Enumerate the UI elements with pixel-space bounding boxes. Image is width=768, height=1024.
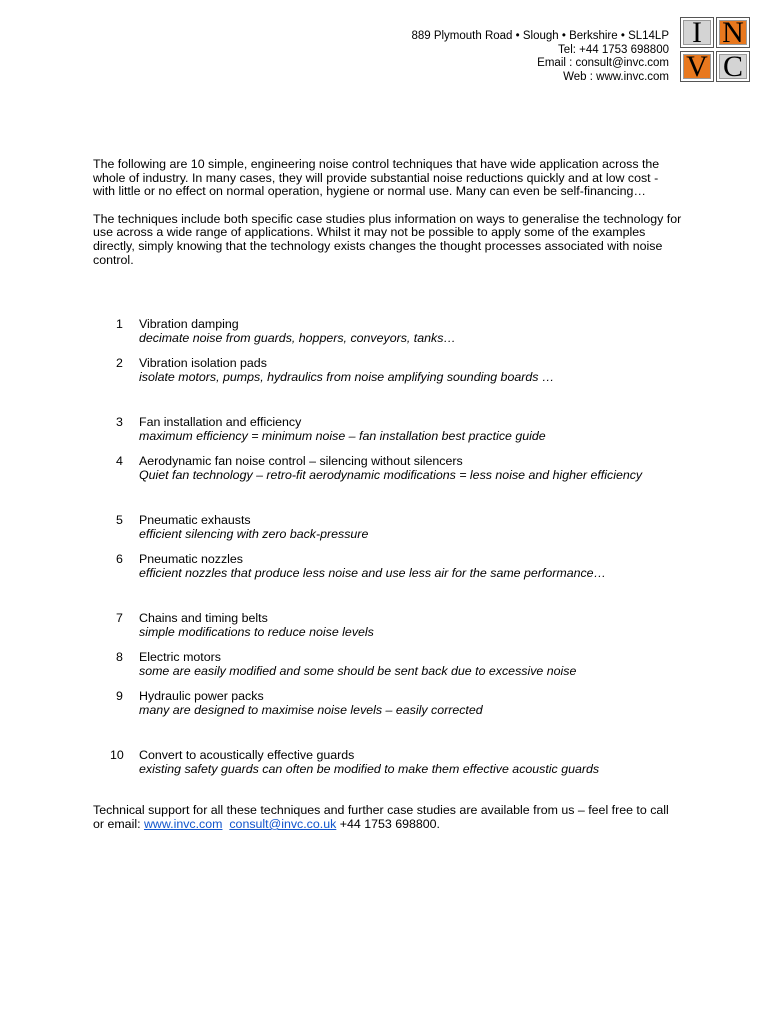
intro-paragraph-1: The following are 10 simple, engineering noise control techniques that have wide application across the whole of industry. In many cases, they will provide substantial noise reductions quickly and at low cost - with little or no effect on normal operation, hygiene or normal use. Many can even be self-financing…	[93, 157, 660, 199]
item-number: 4	[116, 454, 123, 468]
item-description: efficient silencing with zero back-pressure	[139, 527, 369, 541]
intro-section	[93, 158, 683, 281]
email-link[interactable]: consult@invc.co.uk	[229, 817, 337, 831]
item-title: Aerodynamic fan noise control – silencing without silencers	[139, 454, 463, 468]
item-description: existing safety guards can often be modified to make them effective acoustic guards	[139, 762, 600, 776]
logo-letter-c: C	[716, 51, 750, 82]
footer-text: Technical support for all these techniques and further case studies are available from us – feel free to call or email:	[93, 803, 669, 831]
item-title: Convert to acoustically effective guards	[139, 748, 355, 762]
item-description: decimate noise from guards, hoppers, conveyors, tanks…	[139, 331, 456, 345]
item-title: Chains and timing belts	[139, 611, 268, 625]
item-title: Electric motors	[139, 650, 221, 664]
item-description: efficient nozzles that produce less noise and use less air for the same performance…	[139, 566, 606, 580]
item-description: Quiet fan technology – retro-fit aerodynamic modifications = less noise and higher efficiency	[139, 468, 643, 482]
item-number: 9	[116, 689, 123, 703]
logo-letter-n: N	[716, 17, 750, 48]
email-line: Email : consult@invc.com	[537, 57, 669, 69]
logo-letter-v: V	[680, 51, 714, 82]
web-line: Web : www.invc.com	[563, 70, 669, 83]
invc-logo	[680, 17, 750, 81]
item-number: 2	[116, 356, 123, 370]
intro-paragraph-2: The techniques include both specific case studies plus information on ways to generalise the technology for use across a wide range of applications. Whilst it may not be possible to apply some of the examples directly, simply knowing that the technology exists changes the thought processes associated with noise control.	[93, 211, 682, 267]
company-address-block	[411, 30, 669, 84]
address-line: 889 Plymouth Road • Slough • Berkshire • SL14LP	[411, 30, 669, 42]
item-title: Pneumatic exhausts	[139, 513, 251, 527]
item-description: many are designed to maximise noise levels – easily corrected	[139, 703, 483, 717]
item-description: maximum efficiency = minimum noise – fan installation best practice guide	[139, 429, 546, 443]
telephone-line: Tel: +44 1753 698800	[558, 43, 669, 56]
item-number: 5	[116, 513, 123, 527]
item-title: Vibration isolation pads	[139, 356, 267, 370]
item-number: 1	[116, 317, 123, 331]
item-title: Vibration damping	[139, 317, 239, 331]
item-number: 6	[116, 552, 123, 566]
phone-number: +44 1753 698800.	[336, 817, 440, 831]
item-number: 8	[116, 650, 123, 664]
item-description: simple modifications to reduce noise levels	[139, 625, 374, 639]
item-title: Pneumatic nozzles	[139, 552, 243, 566]
support-footer	[93, 803, 683, 831]
item-number: 3	[116, 415, 123, 429]
item-number: 10	[110, 748, 124, 762]
item-number: 7	[116, 611, 123, 625]
item-title: Hydraulic power packs	[139, 689, 264, 703]
web-link[interactable]: www.invc.com	[143, 817, 223, 831]
item-description: isolate motors, pumps, hydraulics from noise amplifying sounding boards …	[139, 370, 555, 384]
item-description: some are easily modified and some should be sent back due to excessive noise	[139, 664, 577, 678]
logo-letter-i: I	[680, 17, 714, 48]
item-title: Fan installation and efficiency	[139, 415, 302, 429]
